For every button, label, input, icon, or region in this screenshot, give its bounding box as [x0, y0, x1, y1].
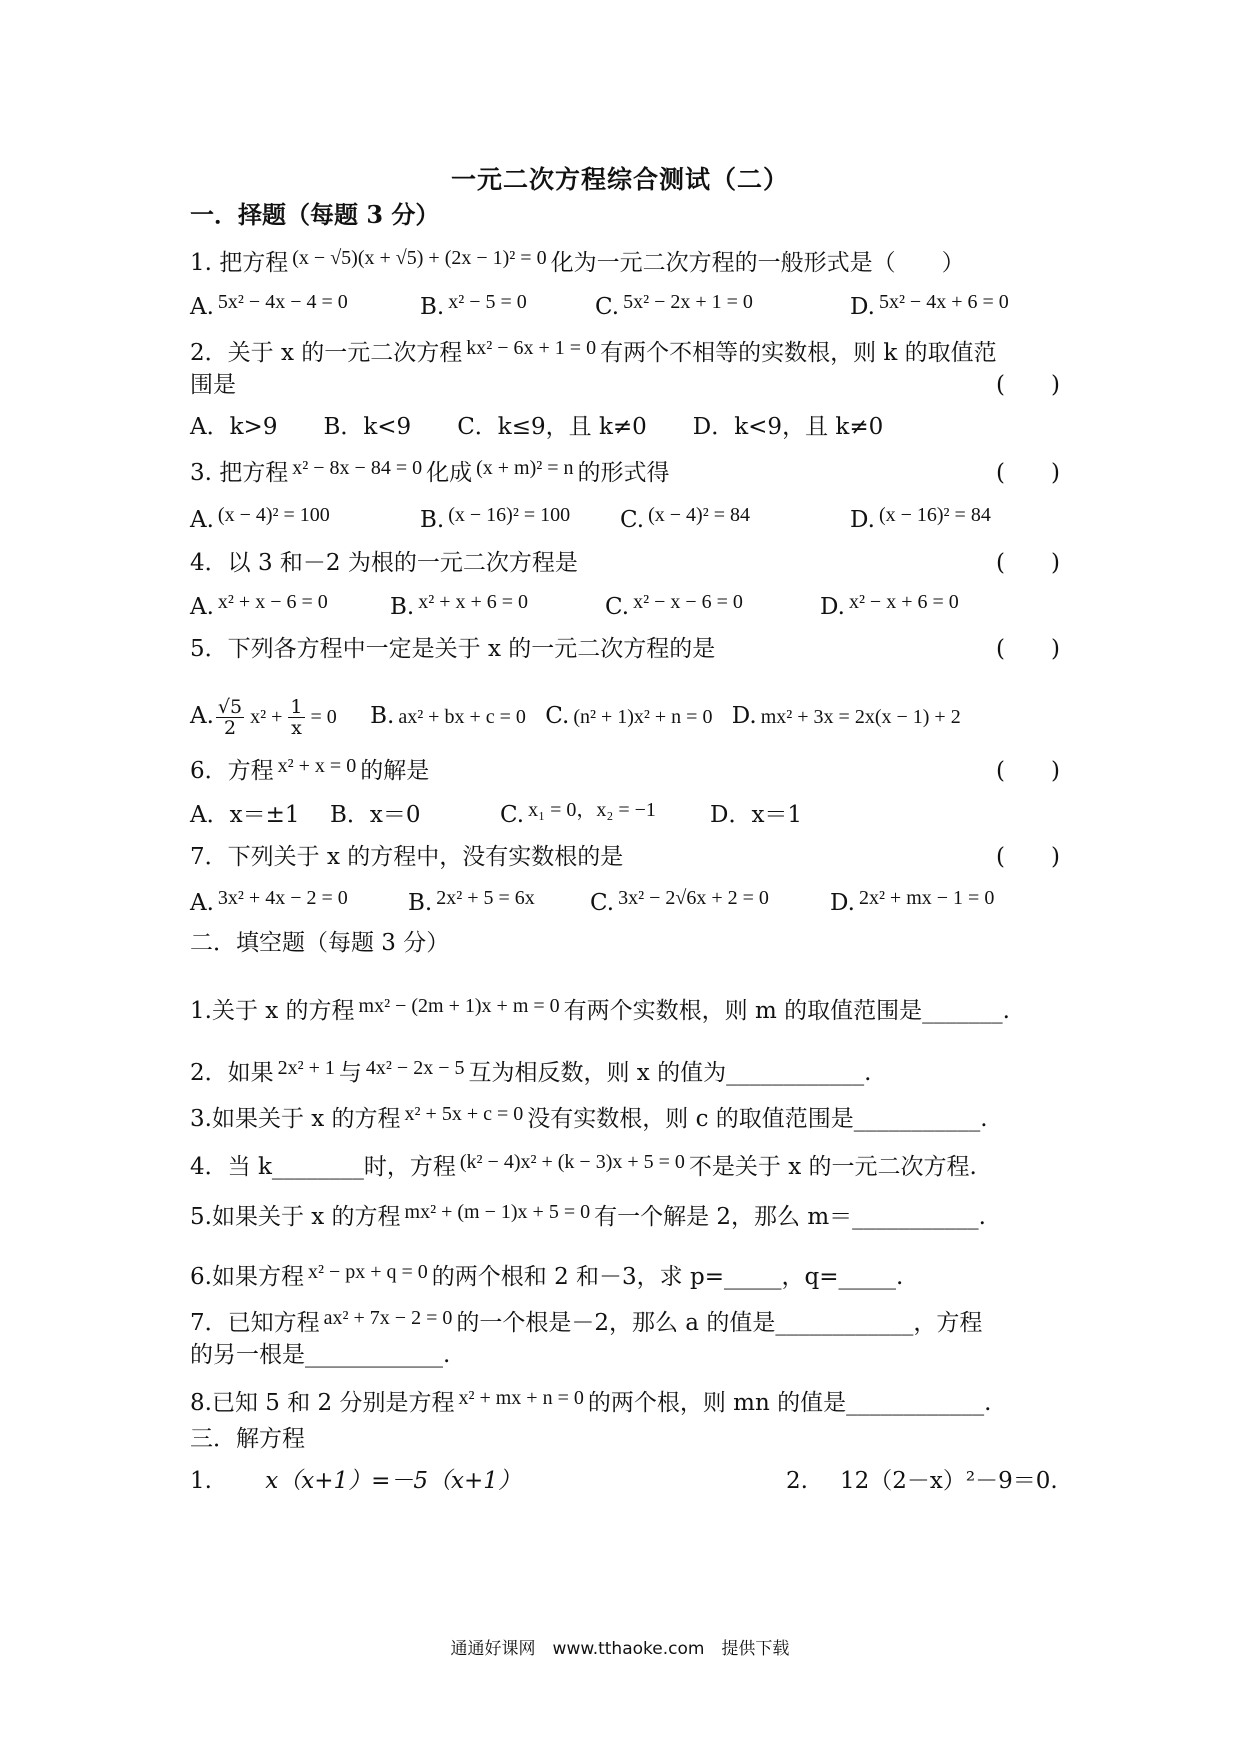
q6-option-c-label: C. [500, 802, 525, 828]
q7-option-d-label: D. [830, 890, 855, 916]
q1-option-c: 5x² − 2x + 1 = 0 [623, 291, 753, 313]
page-title: 一元二次方程综合测试（二） [450, 165, 789, 194]
q1-suffix: 化为一元二次方程的一般形式是（ ） [550, 250, 965, 276]
f5-suffix: 有一个解是 2，那么 m＝___________. [594, 1204, 986, 1230]
q1-options [190, 292, 1060, 323]
q1-prefix: 1. 把方程 [190, 250, 289, 276]
q5-option-d-label: D. [731, 703, 757, 729]
f3-equation: x² + 5x + c = 0 [404, 1103, 524, 1125]
fill-5 [190, 1202, 1060, 1233]
q5-option-b-label: B. [370, 703, 395, 729]
q5-answer-paren: ( ) [996, 636, 1060, 662]
fill-7-line2: 的另一根是____________. [190, 1342, 451, 1368]
q4-option-c: x² − x − 6 = 0 [633, 591, 743, 613]
q7-option-d: 2x² + mx − 1 = 0 [858, 887, 995, 909]
q2-answer-paren: ( ) [996, 372, 1060, 398]
f7-suffix: 的一个根是－2，那么 a 的值是____________，方程 [456, 1310, 983, 1336]
f2-prefix: 2．如果 [190, 1060, 274, 1086]
f8-suffix: 的两个根，则 mn 的值是____________. [587, 1390, 992, 1416]
f2-mid: 与 [338, 1060, 362, 1086]
q7-option-b: 2x² + 5 = 6x [436, 887, 535, 909]
q5-option-b: ax² + bx + c = 0 [398, 706, 526, 728]
q3-equation: x² − 8x − 84 = 0 [292, 457, 423, 479]
q1-option-b: x² − 5 = 0 [448, 291, 527, 313]
q7-option-c: 3x² − 2√6x + 2 = 0 [618, 887, 769, 909]
q4-option-c-label: C. [605, 594, 630, 620]
q1-option-d: 5x² − 4x + 6 = 0 [878, 291, 1009, 313]
q3-options [190, 505, 1060, 536]
q1-option-b-label: B. [420, 294, 445, 320]
section-fill-heading: 二．填空题（每题 3 分） [190, 930, 450, 956]
f7-equation: ax² + 7x − 2 = 0 [323, 1307, 453, 1329]
f4-prefix: 4．当 k________时，方程 [190, 1154, 456, 1180]
q5-option-a-fraction-1: $\frac{√5}{2}$ [217, 695, 243, 739]
f4-suffix: 不是关于 x 的一元二次方程. [688, 1154, 977, 1180]
q1-option-a: 5x² − 4x − 4 = 0 [217, 291, 348, 313]
f3-suffix: 没有实数根，则 c 的取值范围是___________. [527, 1106, 988, 1132]
q7-option-a: 3x² + 4x − 2 = 0 [217, 887, 348, 909]
q6-options [190, 800, 1060, 831]
q7-options [190, 888, 1060, 919]
fill-2 [190, 1058, 1060, 1089]
fill-7 [190, 1308, 1060, 1339]
q5-option-a-fraction-2: $\frac{1}{x}$ [290, 695, 303, 739]
f5-prefix: 5.如果关于 x 的方程 [190, 1204, 401, 1230]
q2-options: A．k>9 B．k<9 C．k≤9，且 k≠0 D．k<9，且 k≠0 [190, 414, 884, 440]
q3-option-d: (x − 16)² = 84 [878, 504, 991, 526]
footer-source: 通通好课网 www.tthaoke.com 提供下载 [450, 1639, 790, 1659]
q5-option-a-label: A. [190, 703, 214, 729]
q1-option-c-label: C. [595, 294, 620, 320]
q6-option-d: D．x＝1 [710, 802, 803, 828]
fill-4 [190, 1152, 1060, 1183]
q6-answer-paren: ( ) [996, 758, 1060, 784]
q3-option-b-label: B. [420, 507, 445, 533]
question-7 [190, 842, 1060, 872]
question-2 [190, 338, 1060, 369]
s1-equation: x（x+1）=－5（x+1） [265, 1468, 521, 1494]
section-choice-heading: 一．择题（每题 3 分） [190, 200, 440, 229]
fill-8 [190, 1388, 1060, 1419]
q4-option-d-label: D. [820, 594, 845, 620]
f6-equation: x² − px + q = 0 [307, 1261, 428, 1283]
fill-6 [190, 1262, 1060, 1293]
f3-prefix: 3.如果关于 x 的方程 [190, 1106, 401, 1132]
f6-prefix: 6.如果方程 [190, 1264, 304, 1290]
q3-option-c-label: C. [620, 507, 645, 533]
q5-option-a-end: = 0 [310, 706, 337, 728]
f1-equation: mx² − (2m + 1)x + m = 0 [358, 995, 560, 1017]
q6-equation: x² + x = 0 [277, 755, 357, 777]
f1-suffix: 有两个实数根，则 m 的取值范围是_______. [563, 998, 1010, 1024]
q6-option-a: A．x＝±1 [190, 802, 300, 828]
q6-option-b: B．x＝0 [330, 802, 421, 828]
q3-option-b: (x − 16)² = 100 [448, 504, 571, 526]
f7-prefix: 7．已知方程 [190, 1310, 320, 1336]
q3-target-form: (x + m)² = n [476, 457, 574, 479]
f2-suffix: 互为相反数，则 x 的值为____________. [468, 1060, 872, 1086]
question-1 [190, 248, 1060, 279]
q4-options [190, 592, 1060, 623]
q3-suffix: 的形式得 [577, 460, 670, 486]
q1-option-d-label: D. [850, 294, 875, 320]
q3-option-a: (x − 4)² = 100 [217, 504, 330, 526]
s2-number: 2. [786, 1468, 808, 1494]
q1-equation: (x − √5)(x + √5) + (2x − 1)² = 0 [292, 247, 547, 269]
q4-option-a: x² + x − 6 = 0 [217, 591, 328, 613]
f4-equation: (k² − 4)x² + (k − 3)x + 5 = 0 [459, 1151, 685, 1173]
f5-equation: mx² + (m − 1)x + 5 = 0 [404, 1201, 591, 1223]
q3-option-a-label: A. [190, 507, 214, 533]
q2-prefix: 2．关于 x 的一元二次方程 [190, 340, 463, 366]
q7-option-b-label: B. [408, 890, 433, 916]
q7-text: 7．下列关于 x 的方程中，没有实数根的是 [190, 844, 624, 870]
q2-line2-text: 围是 [190, 372, 236, 398]
s2-equation: 12（2－x）²－9＝0. [840, 1468, 1058, 1494]
q7-option-a-label: A. [190, 890, 214, 916]
q4-option-b: x² + x + 6 = 0 [418, 591, 529, 613]
f2-expression-2: 4x² − 2x − 5 [365, 1057, 465, 1079]
q3-option-d-label: D. [850, 507, 875, 533]
q1-option-a-label: A. [190, 294, 214, 320]
q4-option-a-label: A. [190, 594, 214, 620]
q6-suffix: 的解是 [360, 758, 430, 784]
q5-option-d: mx² + 3x = 2x(x − 1) + 2 [760, 706, 961, 728]
q2-suffix: 有两个不相等的实数根，则 k 的取值范 [600, 340, 997, 366]
fill-1 [190, 996, 1060, 1027]
f2-expression-1: 2x² + 1 [277, 1057, 335, 1079]
q2-equation: kx² − 6x + 1 = 0 [466, 337, 597, 359]
f6-suffix: 的两个根和 2 和－3，求 p=_____，q=_____. [431, 1264, 904, 1290]
q3-mid: 化成 [426, 460, 473, 486]
q3-option-c: (x − 4)² = 84 [648, 504, 750, 526]
fill-3 [190, 1104, 1060, 1135]
q4-text: 4．以 3 和－2 为根的一元二次方程是 [190, 550, 578, 576]
q6-option-c: x₁ = 0，x₂ = −1 [528, 799, 656, 821]
q5-option-a-mid: x² + [250, 706, 283, 728]
q7-option-c-label: C. [590, 890, 615, 916]
f8-equation: x² + mx + n = 0 [458, 1387, 584, 1409]
q4-option-d: x² − x + 6 = 0 [848, 591, 959, 613]
solve-problems [190, 1466, 1060, 1496]
f8-prefix: 8.已知 5 和 2 分别是方程 [190, 1390, 455, 1416]
question-3 [190, 458, 1060, 489]
f1-prefix: 1.关于 x 的方程 [190, 998, 355, 1024]
question-6 [190, 756, 1060, 787]
q7-answer-paren: ( ) [996, 844, 1060, 870]
q5-option-c-label: C. [545, 703, 570, 729]
q5-text: 5．下列各方程中一定是关于 x 的一元二次方程的是 [190, 636, 716, 662]
q4-answer-paren: ( ) [996, 550, 1060, 576]
section-solve-heading: 三．解方程 [190, 1426, 305, 1452]
q3-prefix: 3. 把方程 [190, 460, 289, 486]
q3-answer-paren: ( ) [996, 460, 1060, 486]
q6-prefix: 6．方程 [190, 758, 274, 784]
question-4 [190, 548, 1060, 578]
question-5 [190, 634, 1060, 664]
question-2-line2 [190, 370, 1060, 400]
s1-number: 1. [190, 1468, 212, 1494]
q5-options [190, 694, 1060, 739]
q5-option-c: (n² + 1)x² + n = 0 [573, 706, 713, 728]
q4-option-b-label: B. [390, 594, 415, 620]
